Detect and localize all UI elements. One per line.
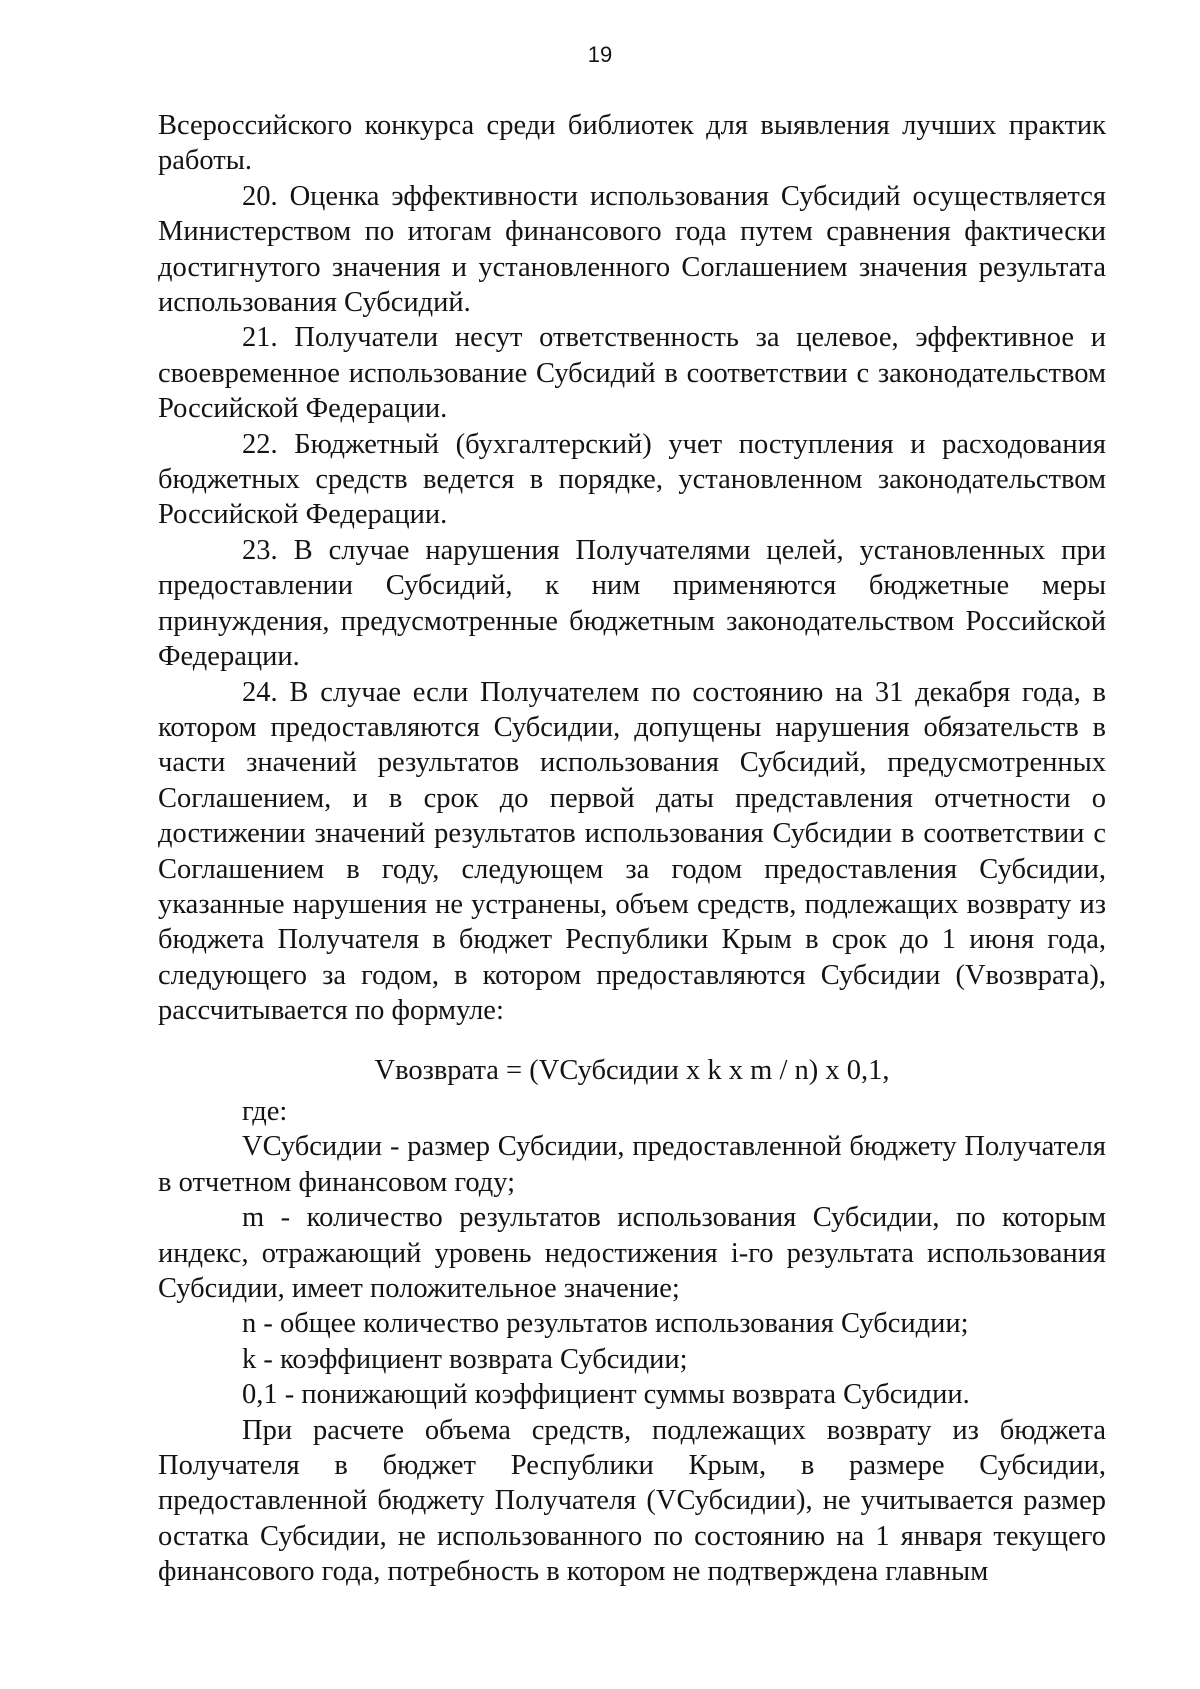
formula-where: где: — [242, 1095, 288, 1127]
definition-n: n - общее количество результатов использования Субсидии; — [242, 1308, 969, 1340]
paragraph-24: 24. В случае если Получателем по состоянию на 31 декабря года, в котором предоставляются Субсидии, допущены нарушения обязательств в части значений результатов использования Субсидий, предусмотренных Соглашением, и в срок до первой даты представления отчетности о достижении значений результатов использования Субсидии в соответствии с Соглашением в году, следующем за годом предоставления Субсидии, указанные нарушения не устранены, объем средств, подлежащих возврату из бюджета Получателя в бюджет Республики Крым в срок до 1 июня года, следующего за годом, в котором предоставляются Субсидии (Vвозврата), рассчитывается по формуле: — [158, 676, 1106, 1027]
definition-0-1: 0,1 - понижающий коэффициент суммы возврата Субсидии. — [242, 1379, 970, 1411]
paragraph-20: 20. Оценка эффективности использования Субсидий осуществляется Министерством по итогам финансового года путем сравнения фактически достигнутого значения и установленного Соглашением значения результата использования Субсидий. — [158, 180, 1106, 319]
paragraph-22: 22. Бюджетный (бухгалтерский) учет поступления и расходования бюджетных средств ведется в порядке, установленном законодательством Российской Федерации. — [158, 428, 1106, 531]
definition-m: m - количество результатов использования Субсидии, по которым индекс, отражающий уровень недостижения i-го результата использования Субсидии, имеет положительное значение; — [158, 1202, 1106, 1304]
paragraph-calculation: При расчете объема средств, подлежащих возврату из бюджета Получателя в бюджет Республики Крым, в размере Субсидии, предоставленной бюджету Получателя (VСубсидии), не учитывается размер остатка Субсидии, не использованного по состоянию на 1 января текущего финансового года, потребность в котором не подтверждена главным — [158, 1414, 1106, 1588]
paragraph-continuation: Всероссийского конкурса среди библиотек для выявления лучших практик работы. — [158, 110, 1106, 177]
document-body — [158, 108, 1106, 1590]
paragraph-21: 21. Получатели несут ответственность за целевое, эффективное и своевременное использование Субсидий в соответствии с законодательством Российской Федерации. — [158, 322, 1106, 425]
paragraph-23: 23. В случае нарушения Получателями целей, установленных при предоставлении Субсидий, к ним применяются бюджетные меры принуждения, предусмотренные бюджетным законодательством Российской Федерации. — [158, 534, 1106, 673]
definition-v-subsidy: VСубсидии - размер Субсидии, предоставленной бюджету Получателя в отчетном финансовом году; — [158, 1131, 1106, 1198]
page-number: 19 — [587, 42, 613, 67]
return-formula: Vвозврата = (VСубсидии x k x m / n) x 0,1, — [374, 1054, 890, 1086]
definition-k: k - коэффициент возврата Субсидии; — [242, 1343, 688, 1375]
